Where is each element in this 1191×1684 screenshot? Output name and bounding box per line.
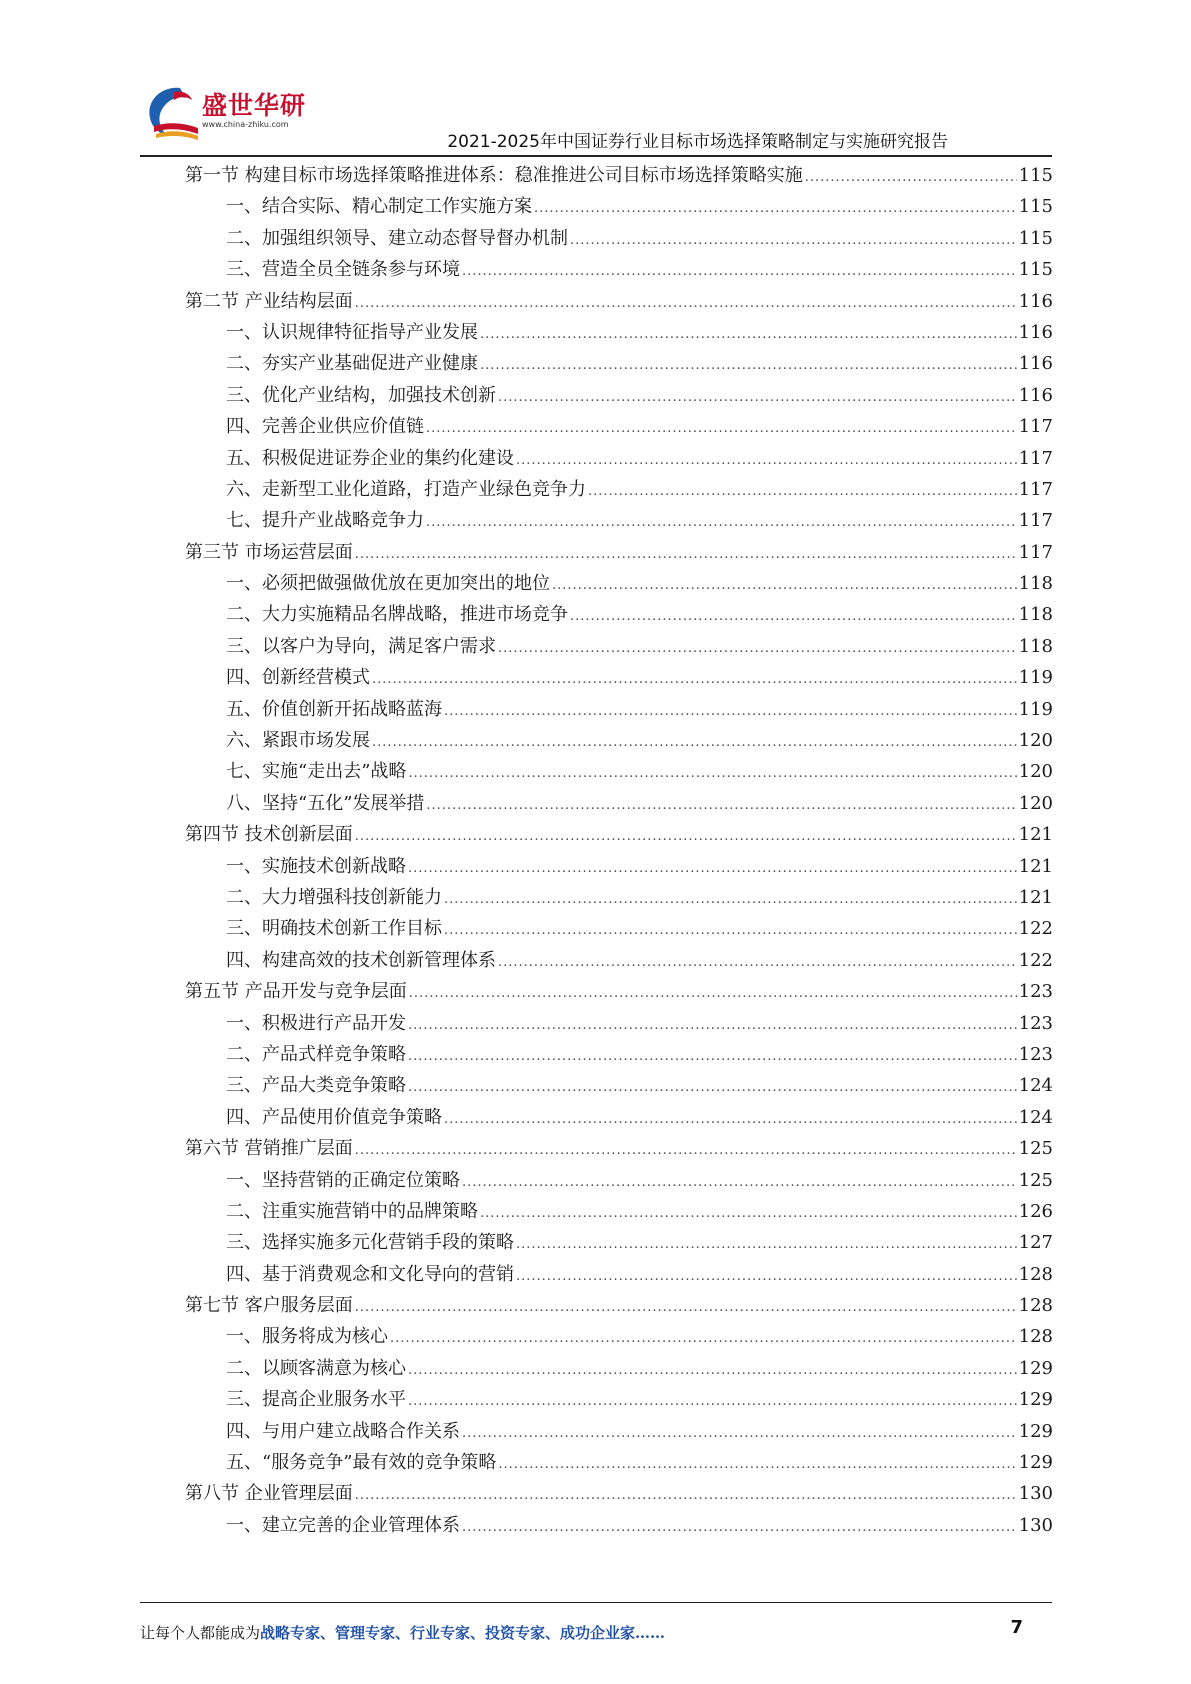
toc-entry-title: 四、构建高效的技术创新管理体系 <box>226 949 496 971</box>
footer-divider <box>140 1602 1052 1603</box>
toc-dot-leader <box>444 915 1017 946</box>
toc-dot-leader <box>355 539 1017 570</box>
toc-dot-leader <box>408 1010 1017 1041</box>
toc-entry-page: 128 <box>1018 1326 1053 1348</box>
toc-dot-leader <box>355 821 1017 852</box>
toc-entry-page: 117 <box>1018 447 1053 469</box>
toc-subsection-entry[interactable] <box>185 1510 1053 1541</box>
toc-entry-page: 126 <box>1018 1200 1053 1222</box>
toc-entry-page: 115 <box>1018 259 1053 281</box>
toc-subsection-entry[interactable] <box>185 725 1053 756</box>
toc-dot-leader <box>444 1104 1017 1135</box>
toc-subsection-entry[interactable] <box>185 317 1053 348</box>
toc-subsection-entry[interactable] <box>185 1165 1053 1196</box>
toc-dot-leader <box>480 319 1017 350</box>
toc-entry-title: 五、积极促进证券企业的集约化建设 <box>226 447 514 469</box>
toc-entry-title: 三、以客户为导向，满足客户需求 <box>226 635 496 657</box>
toc-entry-page: 125 <box>1018 1169 1053 1191</box>
toc-entry-title: 第五节 产品开发与竞争层面 <box>185 981 407 1003</box>
toc-dot-leader <box>516 445 1017 476</box>
toc-entry-page: 122 <box>1018 949 1053 971</box>
toc-entry-title: 二、以顾客满意为核心 <box>226 1357 406 1379</box>
toc-entry-page: 129 <box>1018 1357 1053 1379</box>
toc-dot-leader <box>498 633 1017 664</box>
toc-dot-leader <box>588 476 1017 507</box>
toc-dot-leader <box>408 758 1016 789</box>
toc-section-entry[interactable] <box>185 1478 1053 1509</box>
table-of-contents <box>185 160 1053 1541</box>
toc-subsection-entry[interactable] <box>185 1008 1053 1039</box>
toc-subsection-entry[interactable] <box>185 788 1053 819</box>
toc-subsection-entry[interactable] <box>185 945 1053 976</box>
toc-dot-leader <box>390 1323 1017 1354</box>
toc-entry-page: 120 <box>1018 730 1053 752</box>
toc-entry-page: 117 <box>1018 541 1053 563</box>
toc-entry-page: 123 <box>1018 1012 1053 1034</box>
toc-dot-leader <box>408 1386 1017 1417</box>
toc-entry-title: 一、必须把做强做优放在更加突出的地位 <box>226 573 550 595</box>
toc-entry-title: 七、提升产业战略竞争力 <box>226 510 424 532</box>
toc-entry-page: 115 <box>1018 196 1053 218</box>
toc-entry-title: 三、提高企业服务水平 <box>226 1389 406 1411</box>
toc-dot-leader <box>534 193 1017 224</box>
toc-entry-page: 116 <box>1018 353 1053 375</box>
toc-dot-leader <box>408 1041 1017 1072</box>
toc-entry-title: 四、创新经营模式 <box>226 667 370 689</box>
toc-entry-page: 119 <box>1018 698 1053 720</box>
toc-dot-leader <box>516 1229 1017 1260</box>
toc-entry-title: 一、坚持营销的正确定位策略 <box>226 1169 460 1191</box>
toc-entry-page: 128 <box>1018 1263 1053 1285</box>
logo-swoosh-icon <box>140 82 204 146</box>
toc-section-entry[interactable] <box>185 976 1053 1007</box>
toc-section-entry[interactable] <box>185 537 1053 568</box>
toc-entry-page: 125 <box>1018 1138 1053 1160</box>
toc-entry-title: 五、“服务竞争”最有效的竞争策略 <box>226 1452 497 1474</box>
toc-entry-page: 123 <box>1018 1043 1053 1065</box>
toc-subsection-entry[interactable] <box>185 882 1053 913</box>
toc-dot-leader <box>355 1480 1017 1511</box>
toc-entry-title: 二、注重实施营销中的品牌策略 <box>226 1200 478 1222</box>
logo-url: www.china-zhiku.com <box>202 120 289 129</box>
toc-dot-leader <box>498 1449 1016 1480</box>
toc-subsection-entry[interactable] <box>185 380 1053 411</box>
toc-dot-leader <box>408 1072 1017 1103</box>
toc-entry-title: 四、基于消费观念和文化导向的营销 <box>226 1263 514 1285</box>
toc-entry-page: 127 <box>1018 1232 1053 1254</box>
toc-section-entry[interactable] <box>185 819 1053 850</box>
toc-subsection-entry[interactable] <box>185 1353 1053 1384</box>
toc-entry-page: 121 <box>1018 886 1053 908</box>
page-header <box>0 0 1191 160</box>
toc-entry-title: 第三节 市场运营层面 <box>185 541 353 563</box>
toc-entry-title: 七、实施“走出去”战略 <box>226 761 407 783</box>
logo-name: 盛世华研 <box>202 91 307 120</box>
toc-entry-page: 115 <box>1018 165 1053 186</box>
toc-entry-title: 一、服务将成为核心 <box>226 1326 388 1348</box>
toc-entry-page: 129 <box>1018 1420 1053 1442</box>
toc-dot-leader <box>355 1135 1017 1166</box>
toc-entry-title: 第一节 构建目标市场选择策略推进体系：稳准推进公司目标市场选择策略实施 <box>185 165 803 186</box>
toc-dot-leader <box>426 790 1016 821</box>
toc-dot-leader <box>444 884 1017 915</box>
header-divider <box>140 155 1052 157</box>
toc-entry-page: 117 <box>1018 510 1053 532</box>
toc-entry-page: 129 <box>1018 1452 1053 1474</box>
toc-subsection-entry[interactable] <box>185 913 1053 944</box>
toc-entry-title: 五、价值创新开拓战略蓝海 <box>226 698 442 720</box>
toc-dot-leader <box>480 1198 1017 1229</box>
toc-entry-page: 115 <box>1018 227 1053 249</box>
toc-dot-leader <box>462 1167 1017 1198</box>
toc-entry-title: 二、加强组织领导、建立动态督导督办机制 <box>226 227 568 249</box>
toc-entry-page: 118 <box>1018 635 1053 657</box>
toc-entry-page: 117 <box>1018 416 1053 438</box>
toc-entry-title: 三、明确技术创新工作目标 <box>226 918 442 940</box>
toc-entry-page: 122 <box>1018 918 1053 940</box>
toc-subsection-entry[interactable] <box>185 348 1053 379</box>
toc-entry-title: 六、紧跟市场发展 <box>226 730 370 752</box>
toc-dot-leader <box>462 1512 1017 1543</box>
footer-slogan-prefix: 让每个人都能成为 <box>140 1624 261 1642</box>
toc-subsection-entry[interactable] <box>185 1384 1053 1415</box>
toc-dot-leader <box>372 727 1017 758</box>
toc-entry-page: 118 <box>1018 604 1053 626</box>
toc-entry-title: 二、大力实施精品名牌战略，推进市场竞争 <box>226 604 568 626</box>
toc-entry-title: 一、建立完善的企业管理体系 <box>226 1514 460 1536</box>
toc-entry-title: 第七节 客户服务层面 <box>185 1295 353 1317</box>
toc-subsection-entry[interactable] <box>185 223 1053 254</box>
toc-dot-leader <box>570 601 1017 632</box>
toc-subsection-entry[interactable] <box>185 1259 1053 1290</box>
toc-dot-leader <box>805 162 1017 193</box>
toc-entry-page: 120 <box>1018 792 1053 814</box>
toc-entry-page: 130 <box>1018 1483 1053 1505</box>
toc-subsection-entry[interactable] <box>185 756 1053 787</box>
toc-subsection-entry[interactable] <box>185 1102 1053 1133</box>
toc-entry-title: 三、营造全员全链条参与环境 <box>226 259 460 281</box>
toc-subsection-entry[interactable] <box>185 851 1053 882</box>
footer-slogan <box>140 1622 665 1643</box>
toc-dot-leader <box>355 1292 1017 1323</box>
toc-entry-title: 二、产品式样竞争策略 <box>226 1043 406 1065</box>
toc-entry-page: 121 <box>1018 824 1053 846</box>
toc-entry-page: 128 <box>1018 1295 1053 1317</box>
toc-subsection-entry[interactable] <box>185 1070 1053 1101</box>
footer-slogan-highlight: 战略专家、管理专家、行业专家、投资专家、成功企业家…… <box>260 1624 666 1642</box>
toc-subsection-entry[interactable] <box>185 443 1053 474</box>
toc-subsection-entry[interactable] <box>185 1447 1053 1478</box>
toc-entry-title: 二、大力增强科技创新能力 <box>226 886 442 908</box>
toc-entry-title: 四、完善企业供应价值链 <box>226 416 424 438</box>
toc-dot-leader <box>409 978 1017 1009</box>
toc-subsection-entry[interactable] <box>185 1321 1053 1352</box>
toc-entry-title: 一、认识规律特征指导产业发展 <box>226 321 478 343</box>
toc-entry-title: 八、坚持“五化”发展举措 <box>226 792 425 814</box>
toc-entry-page: 116 <box>1018 290 1053 312</box>
toc-entry-page: 121 <box>1018 855 1053 877</box>
toc-entry-page: 116 <box>1018 321 1053 343</box>
toc-entry-title: 四、与用户建立战略合作关系 <box>226 1420 460 1442</box>
toc-entry-title: 二、夯实产业基础促进产业健康 <box>226 353 478 375</box>
toc-entry-title: 三、产品大类竞争策略 <box>226 1075 406 1097</box>
toc-dot-leader <box>426 507 1017 538</box>
toc-section-entry[interactable] <box>185 1290 1053 1321</box>
toc-entry-title: 第六节 营销推广层面 <box>185 1138 353 1160</box>
toc-dot-leader <box>480 350 1017 381</box>
toc-subsection-entry[interactable] <box>185 1227 1053 1258</box>
toc-dot-leader <box>462 256 1017 287</box>
toc-entry-page: 119 <box>1018 667 1053 689</box>
toc-dot-leader <box>498 947 1017 978</box>
toc-entry-title: 三、选择实施多元化营销手段的策略 <box>226 1232 514 1254</box>
toc-section-entry[interactable] <box>185 286 1053 317</box>
toc-subsection-entry[interactable] <box>185 1416 1053 1447</box>
toc-entry-page: 120 <box>1018 761 1053 783</box>
toc-entry-title: 四、产品使用价值竞争策略 <box>226 1106 442 1128</box>
toc-entry-page: 117 <box>1018 478 1053 500</box>
toc-entry-title: 第四节 技术创新层面 <box>185 824 353 846</box>
toc-dot-leader <box>552 570 1017 601</box>
toc-subsection-entry[interactable] <box>185 474 1053 505</box>
toc-section-entry[interactable] <box>185 160 1053 191</box>
company-logo <box>140 82 330 152</box>
document-title: 2021-2025年中国证券行业目标市场选择策略制定与实施研究报告 <box>447 132 948 152</box>
toc-dot-leader <box>408 1355 1017 1386</box>
toc-subsection-entry[interactable] <box>185 1196 1053 1227</box>
toc-entry-title: 一、实施技术创新战略 <box>226 855 406 877</box>
toc-entry-page: 116 <box>1018 384 1053 406</box>
toc-subsection-entry[interactable] <box>185 694 1053 725</box>
toc-entry-page: 124 <box>1018 1106 1053 1128</box>
toc-subsection-entry[interactable] <box>185 631 1053 662</box>
toc-subsection-entry[interactable] <box>185 254 1053 285</box>
toc-dot-leader <box>516 1261 1017 1292</box>
toc-subsection-entry[interactable] <box>185 599 1053 630</box>
page-number: 7 <box>1010 1617 1023 1638</box>
toc-entry-title: 一、积极进行产品开发 <box>226 1012 406 1034</box>
toc-subsection-entry[interactable] <box>185 568 1053 599</box>
toc-entry-page: 129 <box>1018 1389 1053 1411</box>
toc-entry-title: 六、走新型工业化道路，打造产业绿色竞争力 <box>226 478 586 500</box>
toc-subsection-entry[interactable] <box>185 1039 1053 1070</box>
toc-entry-title: 第八节 企业管理层面 <box>185 1483 353 1505</box>
toc-dot-leader <box>444 696 1017 727</box>
toc-subsection-entry[interactable] <box>185 505 1053 536</box>
toc-subsection-entry[interactable] <box>185 191 1053 222</box>
toc-entry-page: 130 <box>1018 1514 1053 1536</box>
toc-section-entry[interactable] <box>185 1133 1053 1164</box>
toc-subsection-entry[interactable] <box>185 411 1053 442</box>
toc-entry-title: 三、优化产业结构，加强技术创新 <box>226 384 496 406</box>
toc-dot-leader <box>462 1418 1017 1449</box>
toc-subsection-entry[interactable] <box>185 662 1053 693</box>
toc-entry-page: 123 <box>1018 981 1053 1003</box>
toc-dot-leader <box>426 413 1017 444</box>
toc-dot-leader <box>355 288 1017 319</box>
toc-entry-page: 118 <box>1018 573 1053 595</box>
toc-entry-title: 一、结合实际、精心制定工作实施方案 <box>226 196 532 218</box>
toc-dot-leader <box>372 664 1017 695</box>
toc-dot-leader <box>408 853 1017 884</box>
toc-entry-title: 第二节 产业结构层面 <box>185 290 353 312</box>
toc-dot-leader <box>570 225 1017 256</box>
toc-entry-page: 124 <box>1018 1075 1053 1097</box>
toc-dot-leader <box>498 382 1017 413</box>
